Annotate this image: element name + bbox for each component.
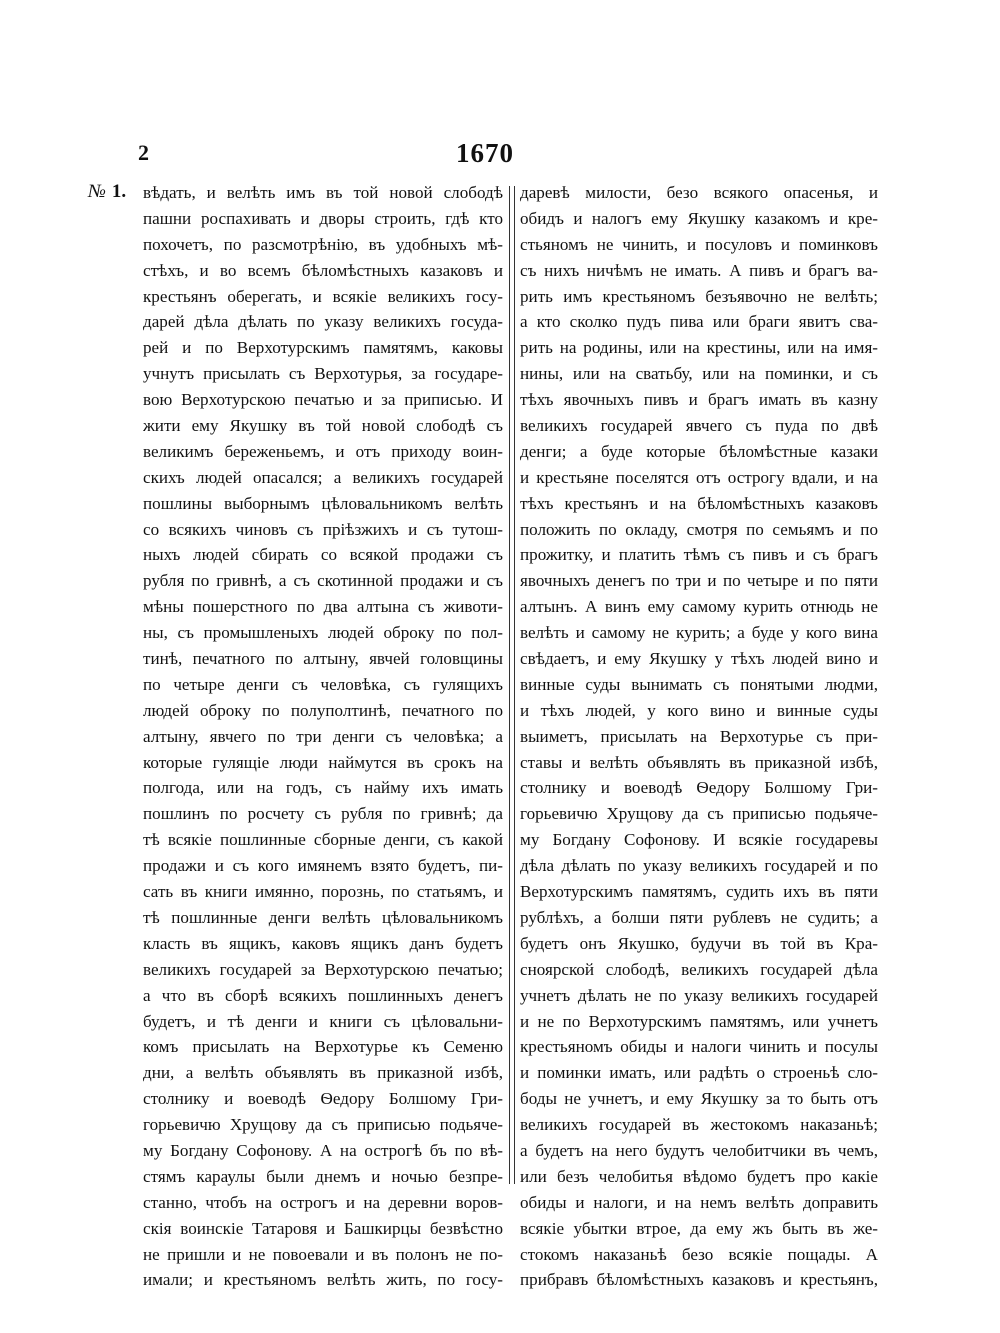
text-line: горьевичю Хрущову да съ приписью подьяче- xyxy=(143,1115,503,1135)
text-line: а кто сколко пудъ пива или браги явитъ сва- xyxy=(520,312,878,332)
text-line: рить на родины, или на крестины, или на имя- xyxy=(520,338,878,358)
text-line: комъ присылать на Верхотурье къ Семеню xyxy=(143,1037,503,1057)
text-line: алтыну, явчего по три денги съ человѣка; а xyxy=(143,726,503,746)
text-line: ныхъ людей сбирать со всякой продажи съ xyxy=(143,545,503,565)
text-line: прожитку, и платить тѣмъ съ пивъ и съ брагъ xyxy=(520,545,878,565)
text-line: жити ему Якушку въ той новой слободѣ съ xyxy=(143,416,503,436)
text-line: великимъ береженьемъ, и отъ приходу воин- xyxy=(143,441,503,461)
text-line: имали; и крестьяномъ велѣть жить, по госу- xyxy=(143,1270,503,1290)
text-line: учнетъ дѣлать не по указу великихъ государей xyxy=(520,985,878,1005)
text-line: Верхотурскимъ памятямъ, судить ихъ въ пяти xyxy=(520,882,878,902)
left-text-column xyxy=(143,180,503,1293)
text-line: вѣдать, и велѣть имъ въ той новой слободѣ xyxy=(143,183,503,202)
text-line: свѣдаетъ, и ему Якушку у тѣхъ людей вино и xyxy=(520,649,878,669)
text-line: явочныхъ денегъ по три и по четыре и по пяти xyxy=(520,571,878,591)
text-line: мѣны пошерстного по два алтына съ животи- xyxy=(143,597,503,617)
text-line: скихъ людей опасался; а великихъ государей xyxy=(143,467,503,487)
text-line: положить по окладу, смотря по семьямъ и по xyxy=(520,519,878,539)
text-line: съ нихъ ничѣмъ не имать. А пивъ и брагъ ва- xyxy=(520,260,878,280)
text-line: всякіе убытки втрое, да ему жъ быть въ же- xyxy=(520,1218,878,1238)
text-line: великихъ государей явчего съ пуда по двѣ xyxy=(520,416,878,436)
text-line: и крестьяне поселятся отъ острогу вдали, и на xyxy=(520,467,878,487)
text-line: не пришли и не повоевали и въ полонъ не по- xyxy=(143,1244,503,1264)
text-line: пошлинъ по росчету съ рубля по гривнѣ; да xyxy=(143,804,503,824)
text-line: столнику и воеводѣ Ѳедору Болшому Гри- xyxy=(143,1089,503,1109)
text-line: прибравъ бѣломѣстныхъ казаковъ и крестьянъ, xyxy=(520,1270,878,1290)
text-line: му Богдану Софонову. И всякіе государевы xyxy=(520,830,878,850)
text-line: сать въ книги имянно, порознь, по статьямъ, и xyxy=(143,882,503,902)
text-line: великихъ государей въ жестокомъ наказаньѣ; xyxy=(520,1115,878,1135)
text-line: даревѣ милости, безо всякого опасенья, и xyxy=(520,183,878,202)
text-line: стьяномъ не чинить, и посуловъ и поминковъ xyxy=(520,234,878,254)
text-line: тѣ пошлинные денги велѣть цѣловальникомъ xyxy=(143,907,503,927)
text-line: нины, или на сватьбу, или на поминки, и съ xyxy=(520,364,878,384)
text-line: которые гулящіе люди наймутся въ срокъ на xyxy=(143,752,503,772)
document-number-value: 1. xyxy=(111,181,127,202)
text-line: стокомъ наказаньѣ безо всякіе пощады. А xyxy=(520,1244,878,1264)
text-line: рить имъ крестьяномъ безъявочно не велѣть; xyxy=(520,286,878,306)
text-line: боды не учнетъ, и ему Якушку за то быть отъ xyxy=(520,1089,878,1109)
text-line: по четыре денги съ человѣка, съ гулящихъ xyxy=(143,674,503,694)
text-line: скія воинскіе Татаровя и Башкирцы безвѣстно xyxy=(143,1218,503,1238)
number-sign: № xyxy=(88,181,106,202)
text-line: и не по Верхотурскимъ памятямъ, или учнетъ xyxy=(520,1011,878,1031)
right-text-column xyxy=(520,180,878,1293)
text-line: выиметъ, присылать на Верхотурье съ при- xyxy=(520,726,878,746)
text-line: станно, чтобъ на острогъ и на деревни воров- xyxy=(143,1192,503,1212)
text-line: людей оброку по полуполтинѣ, печатного по xyxy=(143,700,503,720)
document-number xyxy=(88,181,126,203)
text-line: обидъ и налогъ ему Якушку казакомъ и кре- xyxy=(520,208,878,228)
text-line: дарей дѣла дѣлать по указу великихъ госуда- xyxy=(143,312,503,332)
text-line: учнутъ присылать съ Верхотурья, за государе- xyxy=(143,364,503,384)
text-line: сноярской слободѣ, великихъ государей дѣла xyxy=(520,959,878,979)
text-line: столнику и воеводѣ Ѳедору Болшому Гри- xyxy=(520,778,878,798)
text-line: и тѣхъ людей, у кого вино и винные суды xyxy=(520,700,878,720)
text-line: а будетъ на него будутъ челобитчики въ чемъ, xyxy=(520,1140,878,1160)
text-line: велѣть и самому не курить; а буде у кого вина xyxy=(520,623,878,643)
page-number: 2 xyxy=(138,140,149,165)
text-line: тинѣ, печатного по алтыну, явчей головщины xyxy=(143,649,503,669)
text-line: дни, а велѣть объявлять въ приказной избѣ, xyxy=(143,1063,503,1083)
text-line: стямъ караулы были днемъ и ночью безпре- xyxy=(143,1166,503,1186)
text-line: рубля по гривнѣ, а съ скотинной продажи и съ xyxy=(143,571,503,591)
text-line: ны, съ промышленыхъ людей оброку по пол- xyxy=(143,623,503,643)
text-line: ставы и велѣть объявлять въ приказной избѣ, xyxy=(520,752,878,772)
text-line: великихъ государей за Верхотурскою печатью; xyxy=(143,959,503,979)
text-line: стѣхъ, и во всемъ бѣломѣстныхъ казаковъ и xyxy=(143,260,503,280)
text-line: будетъ онъ Якушко, будучи въ той въ Кра- xyxy=(520,933,878,953)
text-line: крестьянъ оберегать, и всякіе великихъ госу- xyxy=(143,286,503,306)
text-line: винные суды вынимать съ понятыми людми, xyxy=(520,674,878,694)
text-line: вою Верхотурскою печатью и за приписью. И xyxy=(143,390,503,410)
text-line: а что въ сборѣ всякихъ пошлинныхъ денегъ xyxy=(143,985,503,1005)
text-line: со всякихъ чиновъ съ пріѣзжихъ и съ тутош- xyxy=(143,519,503,539)
text-line: полгода, или на годъ, съ найму ихъ имать xyxy=(143,778,503,798)
text-line: или безъ челобитья вѣдомо будетъ про какіе xyxy=(520,1166,878,1186)
text-line: дѣла дѣлать по указу великихъ государей и по xyxy=(520,856,878,876)
text-line: крестьяномъ обиды и налоги чинить и посулы xyxy=(520,1037,878,1057)
text-line: обиды и налоги, и на немъ велѣть доправить xyxy=(520,1192,878,1212)
text-line: тѣ всякіе пошлинные сборные денги, съ какой xyxy=(143,830,503,850)
text-line: денги; а буде которые бѣломѣстные казаки xyxy=(520,441,878,461)
text-line: алтынъ. А винъ ему самому курить отнюдь не xyxy=(520,597,878,617)
text-line: продажи и съ кого имянемъ взято будетъ, пи- xyxy=(143,856,503,876)
text-line: похочетъ, по разсмотрѣнію, въ удобныхъ мѣ- xyxy=(143,234,503,254)
text-line: пашни роспахивать и дворы строить, гдѣ кто xyxy=(143,208,503,228)
text-line: и поминки имать, или радѣть о строеньѣ сло- xyxy=(520,1063,878,1083)
year-heading: 1670 xyxy=(456,138,514,168)
text-line: горьевичю Хрущову да съ приписью подьяче- xyxy=(520,804,878,824)
text-line: пошлины выборнымъ цѣловальникомъ велѣть xyxy=(143,493,503,513)
text-line: тѣхъ крестьянъ и на бѣломѣстныхъ казаковъ xyxy=(520,493,878,513)
text-line: будетъ, и тѣ денги и книги съ цѣловальни- xyxy=(143,1011,503,1031)
text-line: рублѣхъ, а болши пяти рублевъ не судить; а xyxy=(520,907,878,927)
text-line: му Богдану Софонову. А на острогѣ бъ по вѣ- xyxy=(143,1140,503,1160)
text-line: тѣхъ явочныхъ пивъ и брагъ имать въ казну xyxy=(520,390,878,410)
text-line: рей и по Верхотурскимъ памятямъ, каковы xyxy=(143,338,503,358)
text-line: класть въ ящикъ, каковъ ящикъ данъ будетъ xyxy=(143,933,503,953)
column-divider xyxy=(509,186,515,1184)
